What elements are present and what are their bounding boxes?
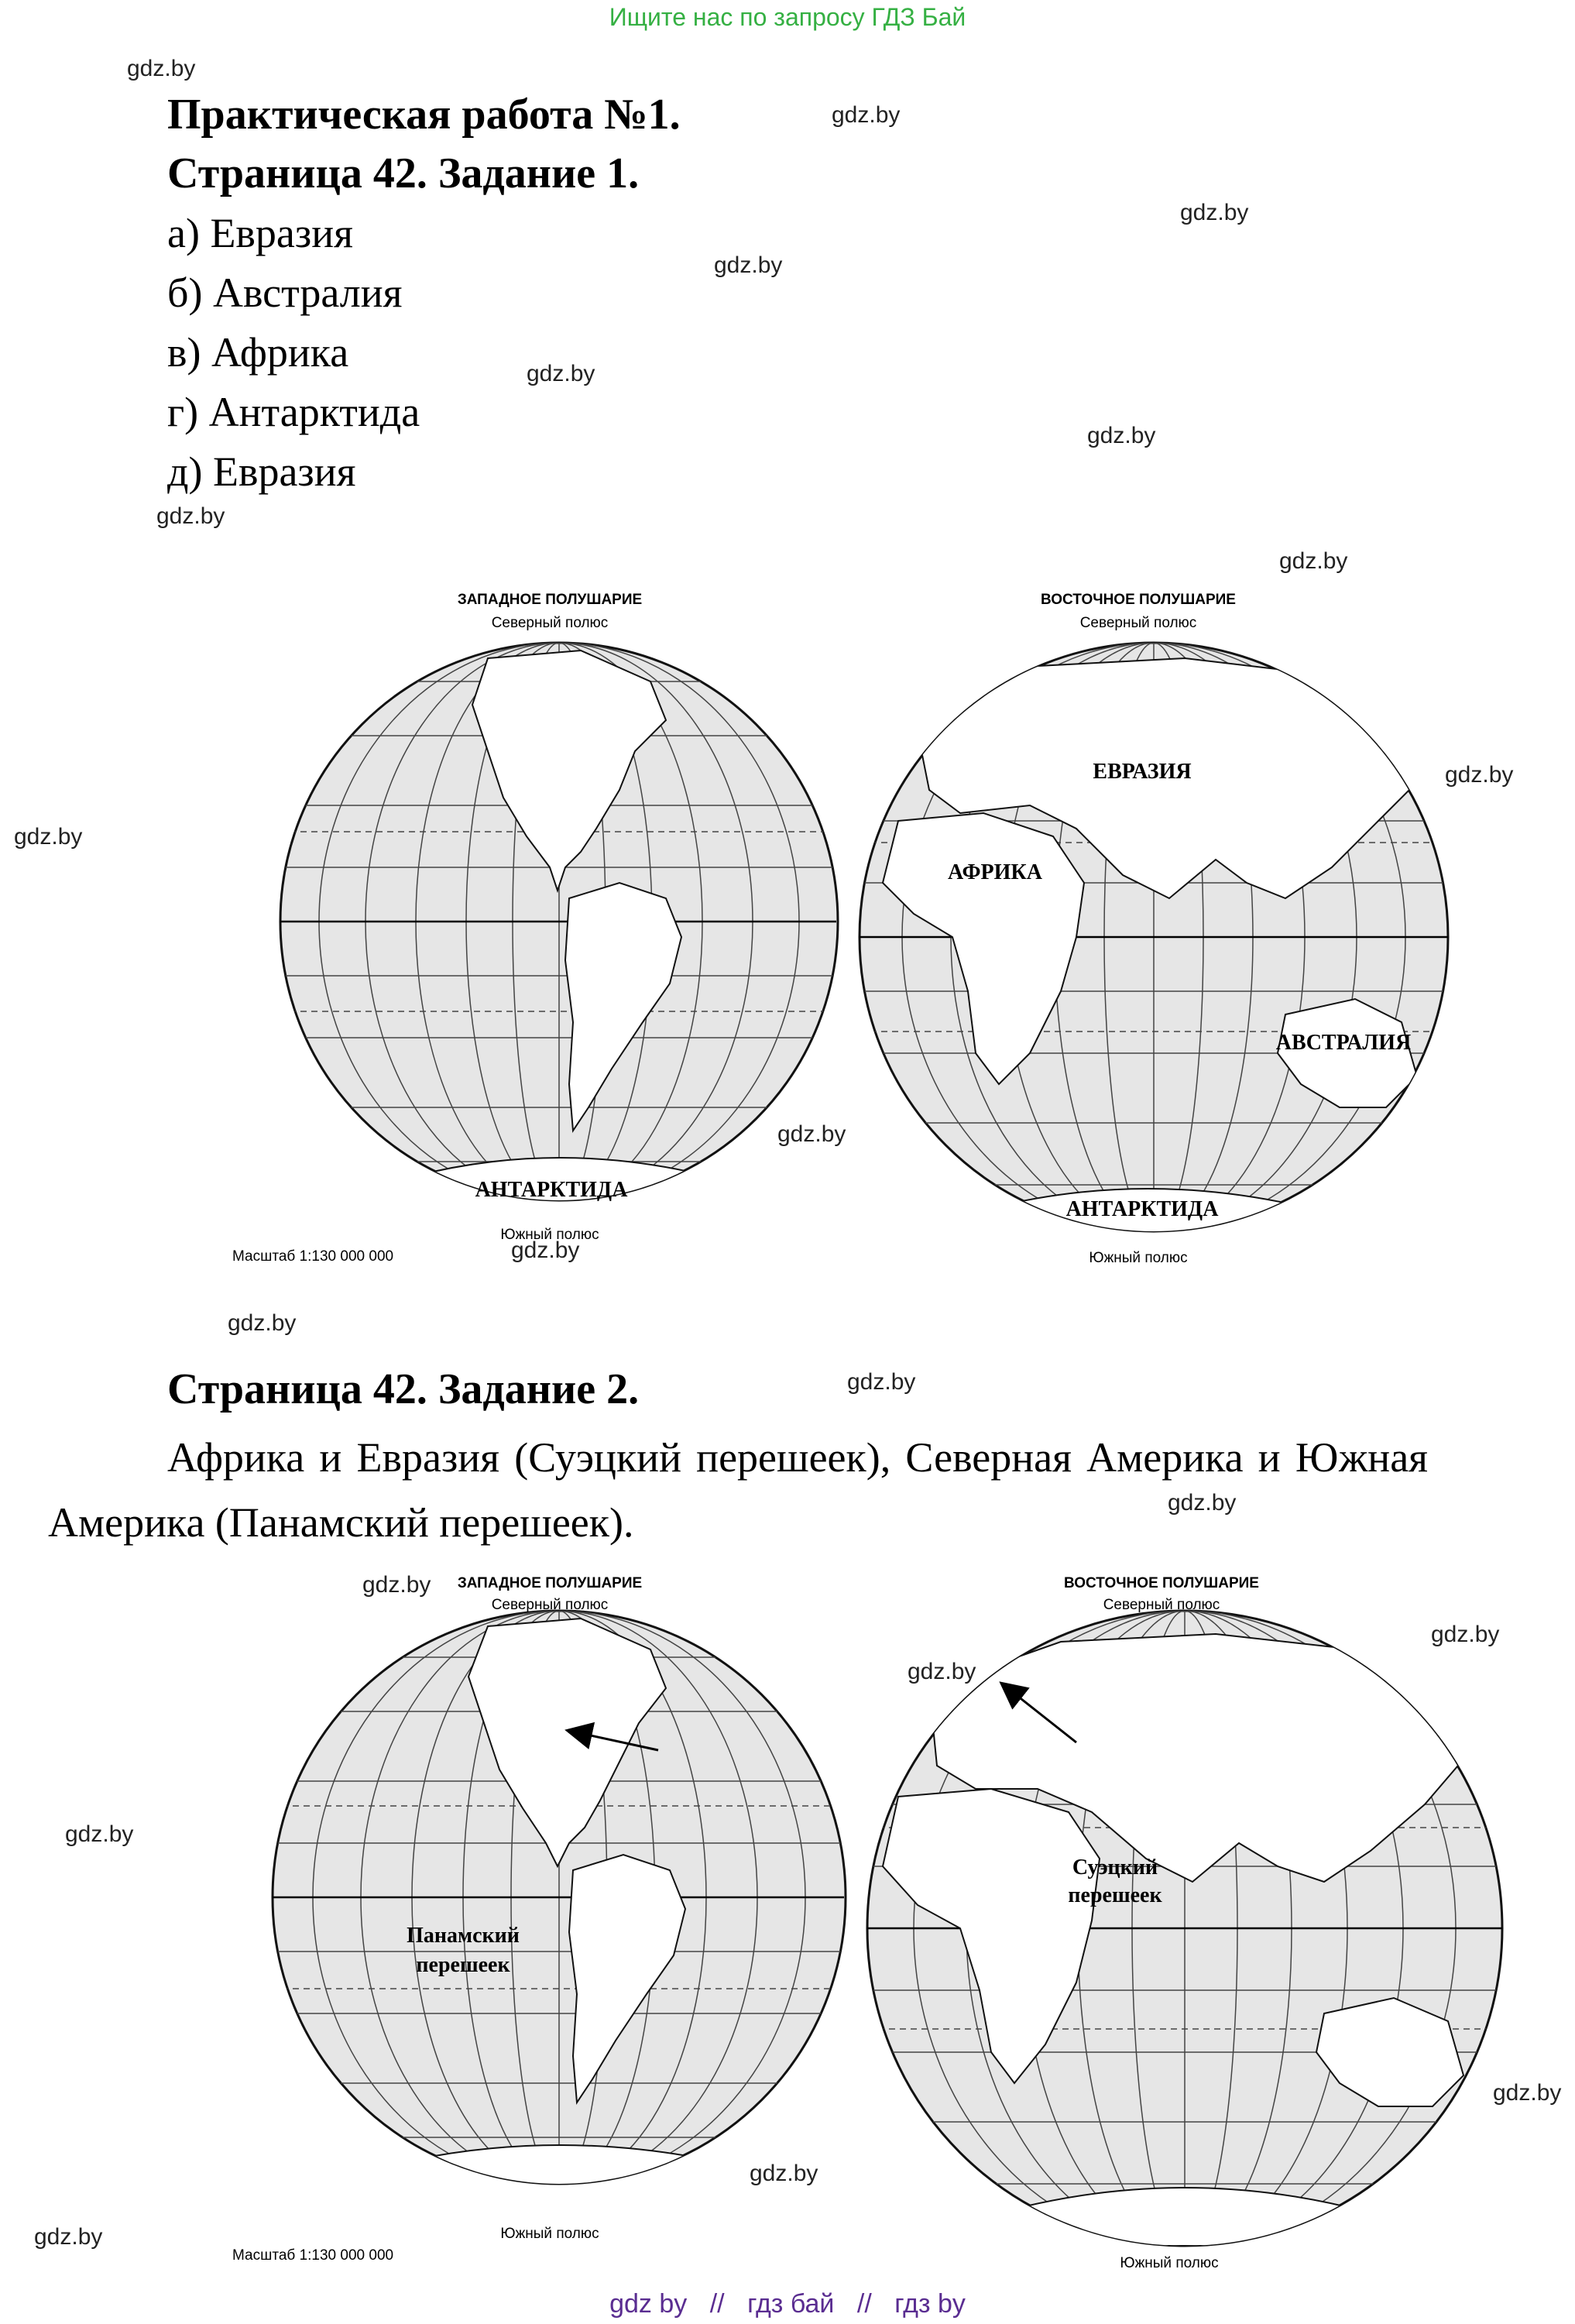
- search-banner[interactable]: Ищите нас по запросу ГДЗ Бай: [609, 3, 966, 31]
- north-pole-label: Северный полюс: [1103, 1597, 1220, 1613]
- north-pole-label: Северный полюс: [491, 1597, 609, 1613]
- western-hemisphere-globe: [279, 643, 838, 1208]
- footer-separator: //: [856, 2289, 872, 2319]
- east-title: ВОСТОЧНОЕ ПОЛУШАРИЕ: [1041, 592, 1236, 608]
- africa-label: АФРИКА: [948, 860, 1042, 884]
- watermark: gdz.by: [65, 1821, 134, 1847]
- watermark: gdz.by: [750, 2161, 818, 2186]
- task2-text: Африка и Евразия (Суэцкий перешеек), Северная Америка и Южная Америка (Панамский перешеек).: [48, 1434, 1428, 1546]
- watermark: gdz.by: [1168, 1490, 1237, 1516]
- footer-link[interactable]: гдз бай: [747, 2289, 835, 2319]
- task2-heading: Страница 42. Задание 2.: [167, 1365, 640, 1413]
- south-pole-label: Южный полюс: [500, 1227, 599, 1243]
- antarctica-label: АНТАРКТИДА: [475, 1178, 628, 1202]
- watermark: gdz.by: [908, 1659, 976, 1684]
- footer-links: [0, 2289, 1575, 2319]
- watermark: gdz.by: [714, 252, 783, 278]
- suez-label-line1: Суэцкий: [1072, 1855, 1158, 1879]
- panama-label-line1: Панамский: [407, 1924, 520, 1948]
- answer-a: а) Евразия: [167, 210, 353, 256]
- watermark: gdz.by: [1445, 762, 1514, 788]
- suez-label-line2: перешеек: [1068, 1883, 1162, 1907]
- west-title: ЗАПАДНОЕ ПОЛУШАРИЕ: [457, 1575, 643, 1591]
- eastern-hemisphere-globe: [860, 643, 1448, 1239]
- watermark: gdz.by: [34, 2224, 103, 2250]
- watermark: gdz.by: [777, 1121, 846, 1147]
- south-pole-label: Южный полюс: [1089, 1250, 1188, 1266]
- answer-b: б) Австралия: [167, 269, 403, 316]
- panama-label-line2: перешеек: [416, 1953, 510, 1977]
- watermark: gdz.by: [1180, 200, 1249, 225]
- watermark: gdz.by: [127, 56, 196, 81]
- scale-label: Масштаб 1:130 000 000: [232, 1248, 394, 1265]
- watermark: gdz.by: [1493, 2080, 1562, 2106]
- eurasia-label: ЕВРАЗИЯ: [1093, 760, 1192, 784]
- answer-e: д) Евразия: [167, 448, 356, 495]
- south-pole-label: Южный полюс: [1120, 2255, 1219, 2271]
- footer-separator: //: [709, 2289, 725, 2319]
- hemispheres-map-2: [217, 1557, 1518, 2277]
- eastern-hemisphere-globe: [867, 1611, 1502, 2246]
- task1-heading: Страница 42. Задание 1.: [167, 149, 640, 197]
- east-title: ВОСТОЧНОЕ ПОЛУШАРИЕ: [1064, 1575, 1259, 1591]
- watermark: gdz.by: [847, 1369, 916, 1395]
- answer-c: в) Африка: [167, 329, 349, 376]
- watermark: gdz.by: [156, 503, 225, 529]
- australia-label: АВСТРАЛИЯ: [1275, 1031, 1412, 1055]
- watermark: gdz.by: [527, 361, 595, 386]
- watermark: gdz.by: [362, 1572, 431, 1598]
- watermark: gdz.by: [511, 1238, 580, 1263]
- answer-d: г) Антарктида: [167, 389, 420, 435]
- watermark: gdz.by: [1431, 1622, 1500, 1647]
- footer-link[interactable]: гдз by: [894, 2289, 966, 2319]
- south-pole-label: Южный полюс: [500, 2226, 599, 2242]
- hemispheres-map-1: [217, 573, 1502, 1286]
- scale-label: Масштаб 1:130 000 000: [232, 2247, 394, 2264]
- watermark: gdz.by: [14, 824, 83, 850]
- north-pole-label: Северный полюс: [1079, 615, 1197, 631]
- western-hemisphere-globe: [271, 1611, 846, 2192]
- watermark: gdz.by: [832, 102, 901, 128]
- north-pole-label: Северный полюс: [491, 615, 609, 631]
- footer-link[interactable]: gdz by: [609, 2289, 688, 2319]
- watermark: gdz.by: [1279, 548, 1348, 574]
- west-title: ЗАПАДНОЕ ПОЛУШАРИЕ: [457, 592, 643, 608]
- antarctica-label: АНТАРКТИДА: [1065, 1197, 1219, 1221]
- watermark: gdz.by: [228, 1310, 297, 1336]
- work-title: Практическая работа №1.: [167, 91, 681, 139]
- watermark: gdz.by: [1087, 423, 1156, 448]
